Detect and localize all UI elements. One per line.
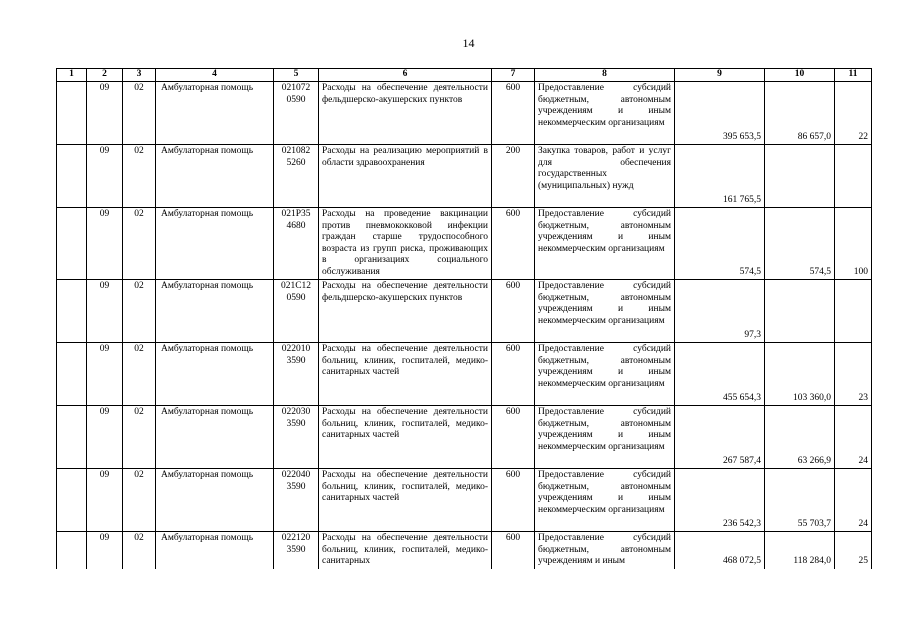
cell-expense-name: Предоставление субсидий бюджетным, автономным учреждениям и иным — [535, 532, 675, 569]
cell-percent: 25 — [835, 532, 872, 569]
cell-fact: 574,5 — [765, 208, 835, 280]
cell-plan: 574,5 — [675, 208, 765, 280]
cell-plan: 236 542,3 — [675, 469, 765, 532]
cell-description: Расходы на обеспечение деятельности больниц, клиник, госпиталей, медико-санитарных частей — [319, 406, 492, 469]
budget-table — [56, 68, 872, 569]
cell-expense-type: 600 — [492, 343, 535, 406]
table-row — [57, 208, 872, 280]
cell-fact: 63 266,9 — [765, 406, 835, 469]
cell-percent: 24 — [835, 406, 872, 469]
cell-expense-name: Предоставление субсидий бюджетным, автономным учреждениям и иным некоммерческим организациям — [535, 82, 675, 145]
table-row — [57, 469, 872, 532]
cell-col1 — [57, 406, 87, 469]
cell-plan: 468 072,5 — [675, 532, 765, 569]
cell-target-code: 022030 3590 — [274, 406, 319, 469]
cell-percent: 100 — [835, 208, 872, 280]
cell-section: 09 — [87, 469, 123, 532]
table-row — [57, 280, 872, 343]
cell-subsection: 02 — [123, 469, 156, 532]
cell-target-code: 021072 0590 — [274, 82, 319, 145]
cell-expense-name: Предоставление субсидий бюджетным, автономным учреждениям и иным некоммерческим организациям — [535, 208, 675, 280]
cell-subsection: 02 — [123, 145, 156, 208]
cell-target-code: 021082 5260 — [274, 145, 319, 208]
col-header: 9 — [675, 69, 765, 82]
cell-section: 09 — [87, 145, 123, 208]
page-number: 14 — [462, 36, 475, 50]
cell-plan: 395 653,5 — [675, 82, 765, 145]
cell-section: 09 — [87, 343, 123, 406]
cell-name: Амбулаторная помощь — [156, 532, 274, 569]
cell-name: Амбулаторная помощь — [156, 145, 274, 208]
cell-fact — [765, 280, 835, 343]
col-header: 2 — [87, 69, 123, 82]
cell-expense-type: 600 — [492, 208, 535, 280]
cell-fact: 103 360,0 — [765, 343, 835, 406]
cell-expense-type: 600 — [492, 82, 535, 145]
cell-plan: 97,3 — [675, 280, 765, 343]
cell-fact: 86 657,0 — [765, 82, 835, 145]
cell-subsection: 02 — [123, 343, 156, 406]
cell-subsection: 02 — [123, 532, 156, 569]
cell-col1 — [57, 208, 87, 280]
col-header: 1 — [57, 69, 87, 82]
cell-percent: 23 — [835, 343, 872, 406]
col-header: 8 — [535, 69, 675, 82]
cell-description: Расходы на обеспечение деятельности фельдшерско-акушерских пунктов — [319, 82, 492, 145]
table-row — [57, 406, 872, 469]
cell-plan: 455 654,3 — [675, 343, 765, 406]
cell-name: Амбулаторная помощь — [156, 208, 274, 280]
cell-col1 — [57, 343, 87, 406]
table-row — [57, 82, 872, 145]
cell-description: Расходы на обеспечение деятельности больниц, клиник, госпиталей, медико-санитарных — [319, 532, 492, 569]
cell-expense-type: 600 — [492, 280, 535, 343]
cell-target-code: 021P35 4680 — [274, 208, 319, 280]
col-header: 3 — [123, 69, 156, 82]
col-header: 4 — [156, 69, 274, 82]
cell-col1 — [57, 280, 87, 343]
cell-fact — [765, 145, 835, 208]
cell-subsection: 02 — [123, 82, 156, 145]
cell-percent: 22 — [835, 82, 872, 145]
table-row — [57, 145, 872, 208]
cell-expense-type: 600 — [492, 532, 535, 569]
cell-expense-name: Предоставление субсидий бюджетным, автономным учреждениям и иным некоммерческим организациям — [535, 343, 675, 406]
cell-percent — [835, 280, 872, 343]
col-header: 7 — [492, 69, 535, 82]
cell-subsection: 02 — [123, 406, 156, 469]
cell-expense-name: Закупка товаров, работ и услуг для обеспечения государственных (муниципальных) нужд — [535, 145, 675, 208]
cell-expense-type: 200 — [492, 145, 535, 208]
cell-name: Амбулаторная помощь — [156, 406, 274, 469]
cell-section: 09 — [87, 208, 123, 280]
cell-subsection: 02 — [123, 280, 156, 343]
cell-col1 — [57, 532, 87, 569]
cell-fact: 55 703,7 — [765, 469, 835, 532]
cell-description: Расходы на обеспечение деятельности фельдшерско-акушерских пунктов — [319, 280, 492, 343]
cell-col1 — [57, 82, 87, 145]
cell-fact: 118 284,0 — [765, 532, 835, 569]
cell-col1 — [57, 469, 87, 532]
cell-name: Амбулаторная помощь — [156, 82, 274, 145]
cell-name: Амбулаторная помощь — [156, 280, 274, 343]
cell-section: 09 — [87, 82, 123, 145]
cell-description: Расходы на проведение вакцинации против пневмококковой инфекции граждан старше трудоспособного возраста из групп риска, проживающих в организациях социального обслуживания — [319, 208, 492, 280]
cell-target-code: 022120 3590 — [274, 532, 319, 569]
col-header: 6 — [319, 69, 492, 82]
table-row — [57, 532, 872, 569]
cell-section: 09 — [87, 280, 123, 343]
cell-target-code: 022040 3590 — [274, 469, 319, 532]
cell-plan: 267 587,4 — [675, 406, 765, 469]
header-row — [57, 69, 872, 82]
col-header: 11 — [835, 69, 872, 82]
cell-expense-name: Предоставление субсидий бюджетным, автономным учреждениям и иным некоммерческим организациям — [535, 280, 675, 343]
cell-expense-name: Предоставление субсидий бюджетным, автономным учреждениям и иным некоммерческим организациям — [535, 406, 675, 469]
cell-expense-name: Предоставление субсидий бюджетным, автономным учреждениям и иным некоммерческим организациям — [535, 469, 675, 532]
cell-col1 — [57, 145, 87, 208]
cell-target-code: 021C12 0590 — [274, 280, 319, 343]
table-row — [57, 343, 872, 406]
cell-section: 09 — [87, 406, 123, 469]
cell-percent: 24 — [835, 469, 872, 532]
cell-section: 09 — [87, 532, 123, 569]
col-header: 10 — [765, 69, 835, 82]
cell-expense-type: 600 — [492, 406, 535, 469]
cell-expense-type: 600 — [492, 469, 535, 532]
cell-subsection: 02 — [123, 208, 156, 280]
cell-plan: 161 765,5 — [675, 145, 765, 208]
cell-name: Амбулаторная помощь — [156, 469, 274, 532]
cell-target-code: 022010 3590 — [274, 343, 319, 406]
cell-description: Расходы на обеспечение деятельности больниц, клиник, госпиталей, медико-санитарных частей — [319, 343, 492, 406]
cell-name: Амбулаторная помощь — [156, 343, 274, 406]
col-header: 5 — [274, 69, 319, 82]
cell-description: Расходы на обеспечение деятельности больниц, клиник, госпиталей, медико-санитарных частей — [319, 469, 492, 532]
cell-description: Расходы на реализацию мероприятий в области здравоохранения — [319, 145, 492, 208]
cell-percent — [835, 145, 872, 208]
